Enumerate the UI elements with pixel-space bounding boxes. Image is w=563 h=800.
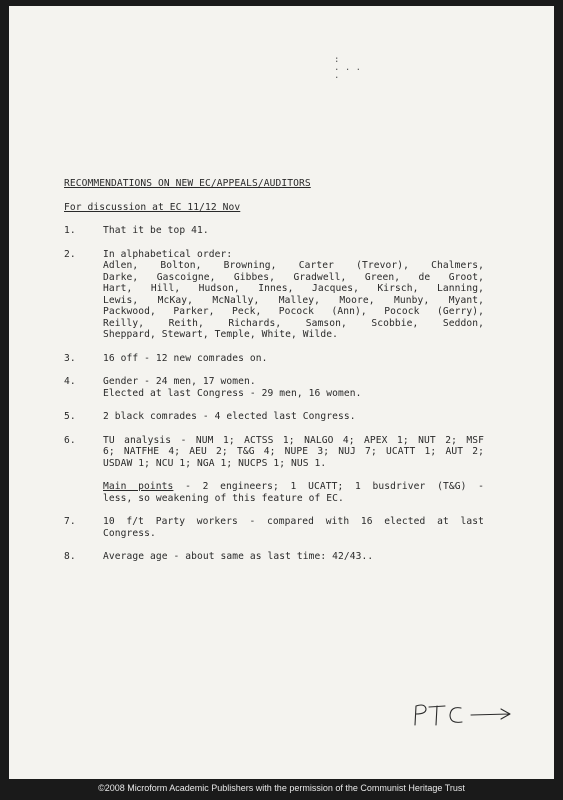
item-number: 5.: [64, 411, 76, 422]
item-number: 3.: [64, 352, 76, 364]
main-points-label: Main points: [103, 481, 174, 492]
item-text: Elected at last Congress - 29 men, 16 women.: [103, 387, 362, 399]
copyright-footer: ©2008 Microform Academic Publishers with the permission of the Communist Heritage Trust: [98, 783, 465, 793]
tu-line: USDAW 1; NCU 1; NGA 1; NUCPS 1; NUS 1.: [103, 457, 327, 469]
tu-line: TU analysis - NUM 1; ACTSS 1; NALGO 4; APEX 1; NUT 2; MSF: [103, 434, 484, 446]
item-text: 16 off - 12 new comrades on.: [103, 352, 268, 364]
item-text: Gender - 24 men, 17 women.: [103, 376, 256, 387]
name-line: Adlen, Bolton, Browning, Carter (Trevor), Chalmers,: [103, 260, 484, 271]
list-item-5: [64, 411, 484, 423]
list-item-3: [64, 353, 484, 365]
item-text: In alphabetical order:: [103, 248, 233, 260]
name-line: Reilly, Reith, Richards, Samson, Scobbie, Seddon,: [103, 317, 484, 329]
name-line: Packwood, Parker, Peck, Pocock (Ann), Pocock (Gerry),: [103, 306, 484, 317]
item-text: 10 f/t Party workers - compared with 16 elected at last: [103, 516, 484, 527]
list-item-6: [64, 435, 484, 505]
handwritten-initials: [409, 700, 519, 730]
list-item-1: [64, 225, 484, 237]
item-number: 6.: [64, 434, 76, 446]
name-line: Hart, Hill, Hudson, Innes, Jacques, Kirsch, Lanning,: [103, 283, 484, 294]
list-item-4: [64, 376, 484, 399]
document-heading: RECOMMENDATIONS ON NEW EC/APPEALS/AUDITORS: [64, 178, 311, 189]
item-text: That it be top 41.: [103, 225, 209, 236]
item-number: 4.: [64, 376, 76, 387]
name-line: Darke, Gascoigne, Gibbes, Gradwell, Green, de Groot,: [103, 271, 484, 283]
memo-body: [64, 178, 484, 575]
name-line: Lewis, McKay, McNally, Malley, Moore, Munby, Myant,: [103, 294, 484, 306]
main-points-continuation: less, so weakening of this feature of EC.: [103, 492, 344, 504]
list-item-7: [64, 516, 484, 539]
item-number: 1.: [64, 225, 76, 236]
item-number: 2.: [64, 248, 76, 260]
name-line: Sheppard, Stewart, Temple, White, Wilde.: [103, 329, 339, 340]
item-text: 2 black comrades - 4 elected last Congress.: [103, 411, 356, 422]
list-item-2: [64, 249, 484, 341]
item-text: Congress.: [103, 527, 156, 539]
tu-line: 6; NATFHE 4; AEU 2; T&G 4; NUPE 3; NUJ 7; UCATT 1; AUT 2;: [103, 446, 484, 457]
item-text: Average age - about same as last time: 42/43..: [103, 551, 374, 562]
document-page: [9, 6, 554, 779]
item-number: 7.: [64, 516, 76, 527]
list-item-8: [64, 551, 484, 563]
item-number: 8.: [64, 551, 76, 562]
page-specks: : . . . .: [334, 55, 362, 81]
main-points-line: [103, 481, 484, 493]
document-subheading: For discussion at EC 11/12 Nov: [64, 201, 241, 213]
main-points-text: - 2 engineers; 1 UCATT; 1 busdriver (T&G) -: [173, 481, 484, 492]
